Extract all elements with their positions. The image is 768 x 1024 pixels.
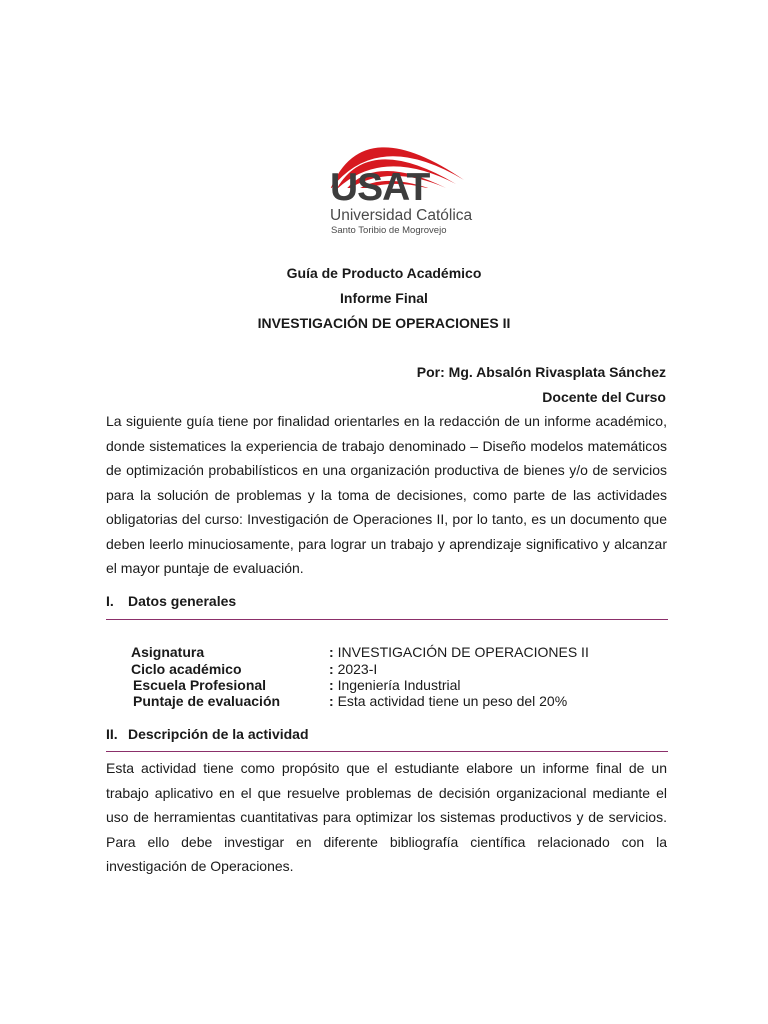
field-value-puntaje: : Esta actividad tiene un peso del 20% [329,693,568,709]
section-title: Datos generales [128,593,237,609]
author-name: Por: Mg. Absalón Rivasplata Sánchez [416,364,666,380]
field-value-asignatura: : INVESTIGACIÓN DE OPERACIONES II [329,644,589,660]
usat-logo [322,118,472,242]
section-number: I. [106,593,114,609]
field-label-asignatura: Asignatura [131,644,205,660]
section-number: II. [106,726,118,742]
doc-title-line2: Informe Final [340,290,428,306]
field-label-puntaje: Puntaje de evaluación [133,693,281,709]
description-paragraph: Esta actividad tiene como propósito que el estudiante elabore un informe final de un trabajo aplicativo en el que resuelve problemas de decisión organizacional mediante el uso de herramientas cuantitativas para optimizar los sistemas productivos y de servicios. Para ello debe investigar en diferente bibliografía científica relacionado con la investigación de Operaciones. [106,760,667,874]
section-title: Descripción de la actividad [128,726,309,742]
author-role: Docente del Curso [542,389,666,405]
doc-title-course: INVESTIGACIÓN DE OPERACIONES II [257,315,511,331]
doc-title-line1: Guía de Producto Académico [286,265,482,281]
section-divider [106,619,668,620]
logo-wordmark: USAT [330,166,430,209]
section-divider [106,751,668,752]
logo-university-subname: Santo Toribio de Mogrovejo [331,225,447,236]
intro-paragraph: La siguiente guía tiene por finalidad orientarles en la redacción de un informe académico, donde sistematices la experiencia de trabajo denominado – Diseño modelos matemáticos de optimización probabilísticos en una organización productiva de bienes y/o de servicios para la solución de problemas y la toma de decisiones, como parte de las actividades obligatorias del curso: Investigación de Operaciones II, por lo tanto, es un documento que deben leerlo minuciosamente, para lograr un trabajo y aprendizaje significativo y alcanzar el mayor puntaje de evaluación. [106,413,667,576]
field-label-ciclo: Ciclo académico [131,661,242,677]
section-heading-description [106,726,309,742]
field-value-ciclo: : 2023-I [329,661,378,677]
logo-university-name: Universidad Católica [330,207,473,224]
field-value-escuela: : Ingeniería Industrial [329,677,461,693]
section-heading-general [106,593,236,609]
field-label-escuela: Escuela Profesional [133,677,267,693]
